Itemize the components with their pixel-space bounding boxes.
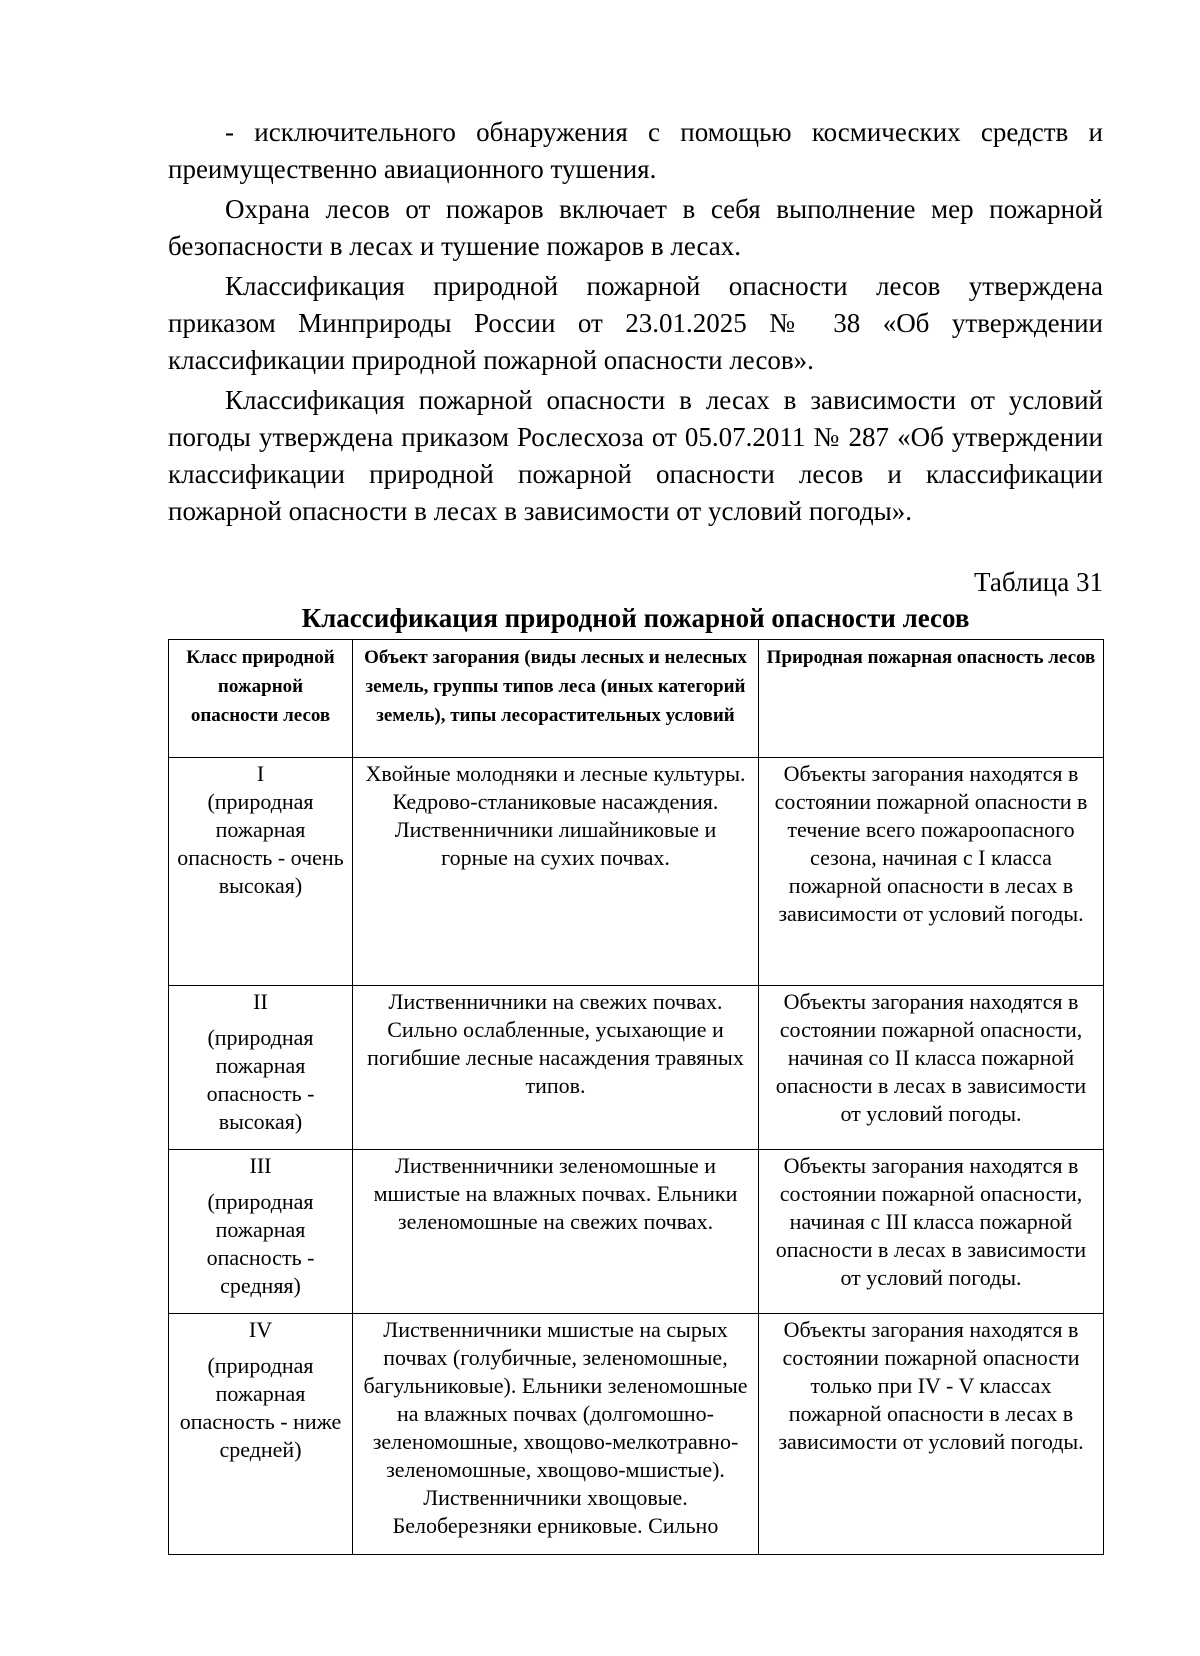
cell-danger: Объекты загорания находятся в состоянии пожарной опасности только при IV - V классах пожарной опасности в лесах в зависимости от условий погоды. xyxy=(759,1314,1104,1555)
class-description: (природная пожарная опасность - очень высокая) xyxy=(177,789,344,898)
table-header-row xyxy=(169,640,1104,758)
class-number: II xyxy=(253,989,268,1014)
cell-class xyxy=(169,1314,353,1555)
header-danger: Природная пожарная опасность лесов xyxy=(759,640,1104,758)
cell-danger: Объекты загорания находятся в состоянии пожарной опасности в течение всего пожароопасного сезона, начиная с I класса пожарной опасности в лесах в зависимости от условий погоды. xyxy=(759,758,1104,986)
cell-object: Лиственничники мшистые на сырых почвах (голубичные, зеленомошные, багульниковые). Ельники зеленомошные на влажных почвах (долгомошно-зеленомошные, хвощово-мелкотравно-зеленомошные, хвощово-мшистые). Лиственничники хвощовые. Белоберезняки ерниковые. Сильно xyxy=(353,1314,759,1555)
class-number: I xyxy=(256,761,265,786)
cell-danger: Объекты загорания находятся в состоянии пожарной опасности, начиная со II класса пожарной опасности в лесах в зависимости от условий погоды. xyxy=(759,986,1104,1150)
cell-object: Лиственничники зеленомошные и мшистые на влажных почвах. Ельники зеленомошные на свежих почвах. xyxy=(353,1150,759,1314)
classification-table xyxy=(168,639,1104,1555)
cell-class xyxy=(169,758,353,986)
table-row xyxy=(169,1314,1104,1555)
cell-class xyxy=(169,1150,353,1314)
paragraph: Классификация природной пожарной опасности лесов утверждена приказом Минприроды России от 23.01.2025 № 38 «Об утверждении классификации природной пожарной опасности лесов». xyxy=(168,271,1103,375)
cell-class xyxy=(169,986,353,1150)
cell-danger: Объекты загорания находятся в состоянии пожарной опасности, начиная с III класса пожарной опасности в лесах в зависимости от условий погоды. xyxy=(759,1150,1104,1314)
table-label: Таблица 31 xyxy=(974,567,1103,597)
class-number: IV xyxy=(248,1317,273,1342)
table-row xyxy=(169,986,1104,1150)
paragraph: Классификация пожарной опасности в лесах в зависимости от условий погоды утверждена приказом Рослесхоза от 05.07.2011 № 287 «Об утверждении классификации природной пожарной опасности лесов и классификации пожарной опасности в лесах в зависимости от условий погоды». xyxy=(168,385,1103,526)
class-description: (природная пожарная опасность - ниже средней) xyxy=(179,1353,342,1462)
class-description: (природная пожарная опасность - высокая) xyxy=(206,1025,315,1134)
cell-object: Лиственничники на свежих почвах. Сильно ослабленные, усыхающие и погибшие лесные насаждения травяных типов. xyxy=(353,986,759,1150)
class-number: III xyxy=(249,1153,272,1178)
class-description: (природная пожарная опасность - средняя) xyxy=(206,1189,315,1298)
header-object: Объект загорания (виды лесных и нелесных земель, группы типов леса (иных категорий земель), типы лесорастительных условий xyxy=(353,640,759,758)
paragraph: - исключительного обнаружения с помощью космических средств и преимущественно авиационного тушения. xyxy=(168,117,1103,184)
body-text xyxy=(168,114,1103,533)
cell-object: Хвойные молодняки и лесные культуры. Кедрово-стланиковые насаждения. Лиственничники лишайниковые и горные на сухих почвах. xyxy=(353,758,759,986)
table-row xyxy=(169,758,1104,986)
table-row xyxy=(169,1150,1104,1314)
paragraph: Охрана лесов от пожаров включает в себя выполнение мер пожарной безопасности в лесах и тушение пожаров в лесах. xyxy=(168,194,1103,261)
header-class: Класс природной пожарной опасности лесов xyxy=(169,640,353,758)
table-title: Классификация природной пожарной опасности лесов xyxy=(301,603,970,633)
